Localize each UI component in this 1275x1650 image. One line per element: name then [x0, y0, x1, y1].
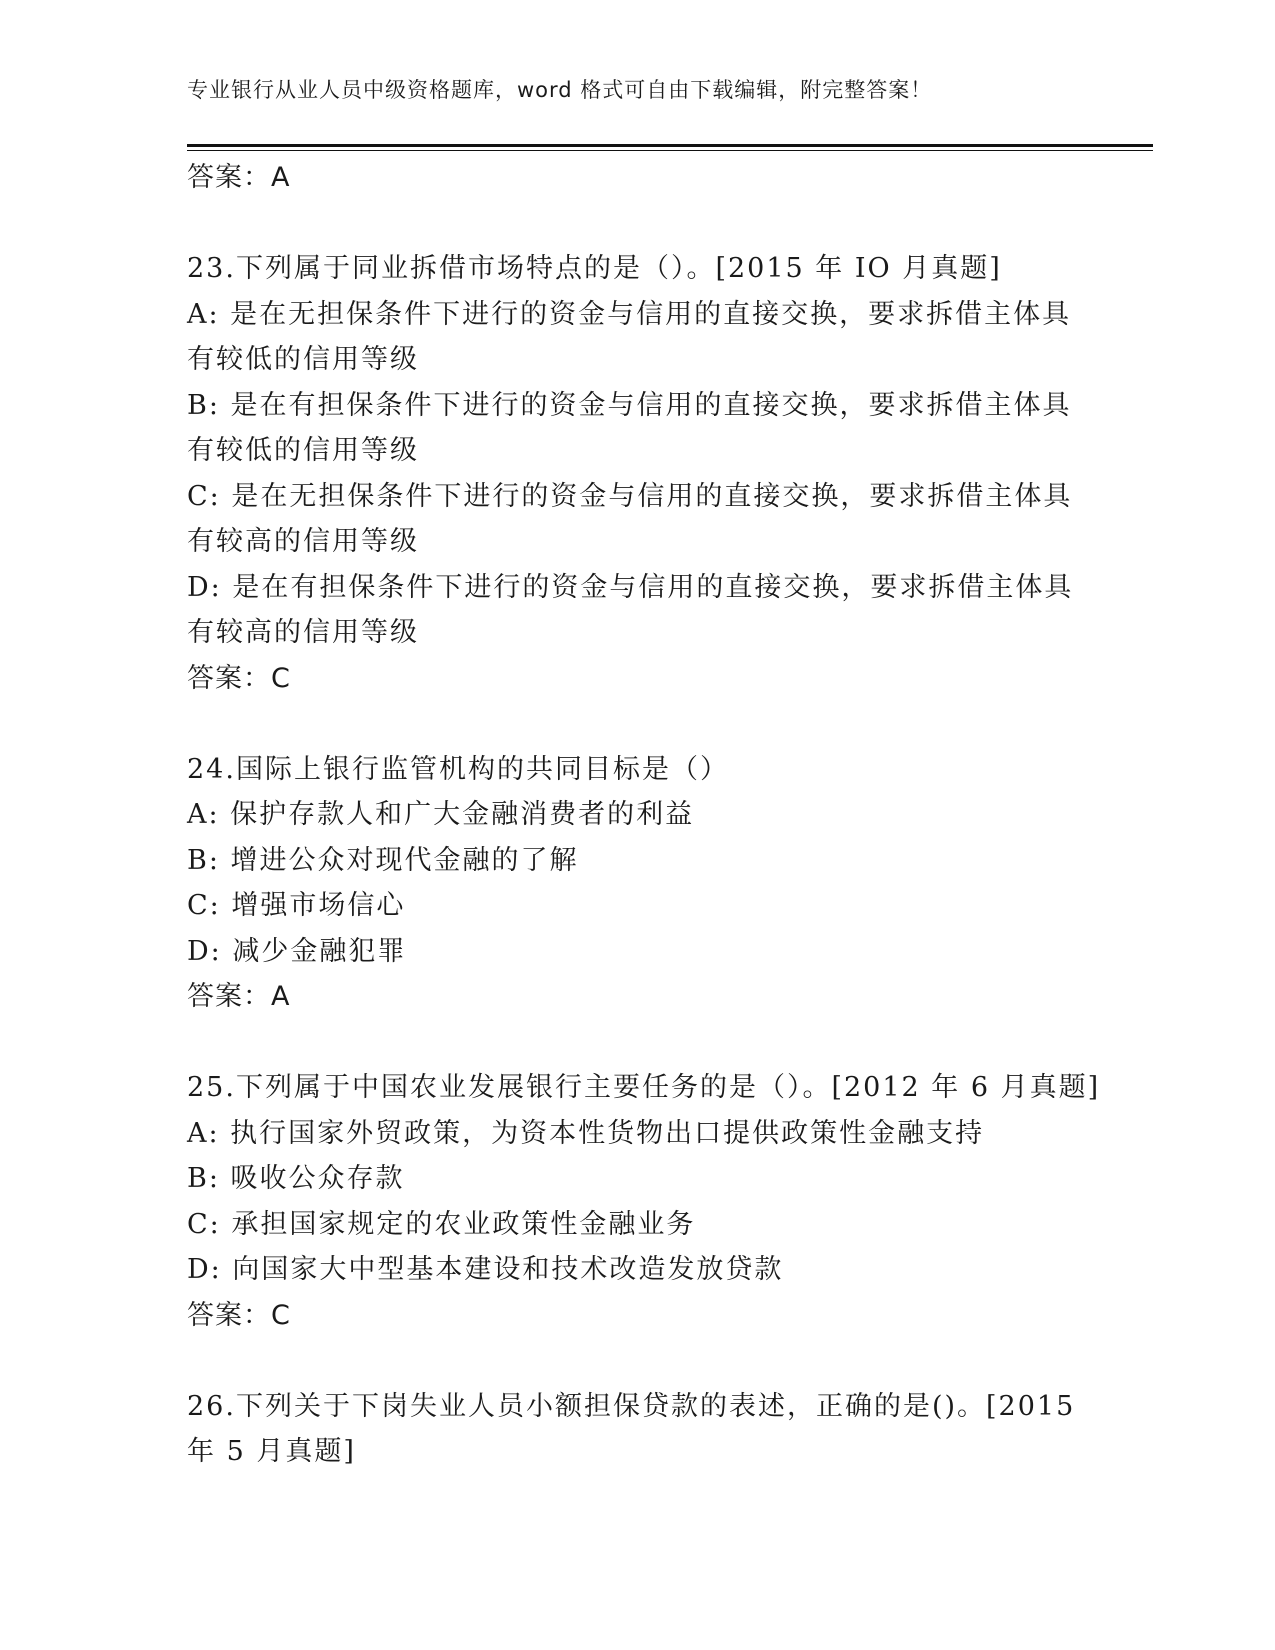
option-line: 有较高的信用等级 — [187, 526, 419, 557]
question-26 — [187, 1384, 1087, 1475]
question-stem: 24.国际上银行监管机构的共同目标是（） — [187, 753, 729, 785]
answer-line: 答案：A — [187, 162, 291, 193]
option-line: C: 承担国家规定的农业政策性金融业务 — [187, 1208, 696, 1240]
question-stem: 23.下列属于同业拆借市场特点的是（）。[2015 年 IO 月真题] — [187, 253, 1002, 284]
question-stem-continued: 年 5 月真题] — [187, 1436, 356, 1467]
header-rule-thin — [187, 150, 1153, 151]
option-line: A: 执行国家外贸政策，为资本性货物出口提供政策性金融支持 — [187, 1117, 985, 1149]
option-line: B: 是在有担保条件下进行的资金与信用的直接交换，要求拆借主体具 — [187, 389, 1072, 421]
option-line: 有较低的信用等级 — [187, 435, 419, 466]
option-line: 有较高的信用等级 — [187, 617, 419, 648]
option-line: D: 是在有担保条件下进行的资金与信用的直接交换，要求拆借主体具 — [187, 571, 1074, 603]
question-stem: 26.下列关于下岗失业人员小额担保贷款的表述，正确的是()。[2015 — [187, 1390, 1076, 1422]
option-line: B: 吸收公众存款 — [187, 1163, 405, 1194]
option-line: C: 增强市场信心 — [187, 890, 406, 921]
option-line: B: 增进公众对现代金融的了解 — [187, 844, 579, 876]
answer-line: 答案：C — [187, 1299, 291, 1331]
option-line: A: 是在无担保条件下进行的资金与信用的直接交换，要求拆借主体具 — [187, 298, 1072, 330]
document-body — [187, 155, 1101, 1475]
option-line: C: 是在无担保条件下进行的资金与信用的直接交换，要求拆借主体具 — [187, 480, 1073, 512]
question-25 — [187, 1065, 1101, 1338]
page-header: 专业银行从业人员中级资格题库，word 格式可自由下载编辑，附完整答案！ — [187, 78, 933, 102]
answer-line: 答案：C — [187, 662, 291, 694]
question-23 — [187, 246, 1087, 701]
option-line: D: 减少金融犯罪 — [187, 935, 407, 967]
option-line: A: 保护存款人和广大金融消费者的利益 — [187, 799, 695, 830]
option-line: D: 向国家大中型基本建设和技术改造发放贷款 — [187, 1254, 784, 1285]
question-stem: 25.下列属于中国农业发展银行主要任务的是（）。[2012 年 6 月真题] — [187, 1072, 1101, 1103]
answer-line: 答案：A — [187, 981, 291, 1012]
question-24 — [187, 747, 1087, 1020]
option-line: 有较低的信用等级 — [187, 344, 419, 375]
header-rule-thick — [187, 144, 1153, 147]
